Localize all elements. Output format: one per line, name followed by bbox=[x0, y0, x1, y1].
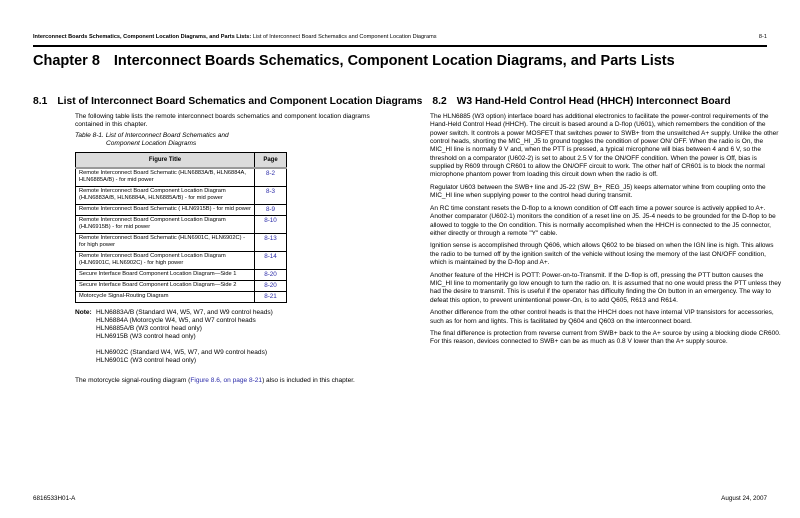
caption-line: Table 8-1. List of Interconnect Board Schematics and bbox=[75, 132, 229, 140]
table-row bbox=[76, 280, 287, 291]
figure-title-cell: Secure Interface Board Component Location Diagram—Side 1 bbox=[76, 269, 255, 280]
table-row bbox=[76, 291, 287, 302]
table-row bbox=[76, 215, 287, 233]
running-header-section: List of Interconnect Board Schematics and Component Location Diagrams bbox=[252, 34, 437, 40]
figures-table bbox=[75, 152, 287, 303]
note bbox=[75, 309, 405, 366]
section-8-2-body bbox=[430, 113, 782, 351]
text: The motorcycle signal-routing diagram ( bbox=[75, 377, 191, 385]
section-8-1-heading bbox=[33, 96, 422, 107]
document-date: August 24, 2007 bbox=[721, 495, 767, 502]
section-8-1-body bbox=[75, 113, 405, 386]
section-number: 8.2 bbox=[432, 96, 447, 107]
running-header-chapter: Interconnect Boards Schematics, Component Location Diagrams, and Parts Lists: bbox=[33, 34, 252, 40]
note-item: HLN6884A (Motorcycle W4, W5, and W7 control heads bbox=[96, 316, 256, 324]
body-paragraph: Regulator U603 between the SWB+ line and J5-22 (SW_B+_REG_J5) keeps alternator whine from coupling onto the MIC_HI line when supplying power to the control head during transmit. bbox=[430, 183, 766, 200]
page-link[interactable]: 8-10 bbox=[255, 215, 287, 233]
body-paragraph: Ignition sense is accomplished through Q606, which allows Q602 to be biased on when the IGN line is high. This allows the radio to be turned off by the ignition switch of the vehicle without losing the memory of the last ON/OFF condition, which is maintained by the D-flop and A+. bbox=[430, 242, 774, 267]
header-rule bbox=[33, 45, 767, 47]
table-row bbox=[76, 251, 287, 269]
intro-paragraph: The following table lists the remote interconnect boards schematics and component location diagrams contained in this chapter. bbox=[75, 113, 370, 129]
figure-title-cell: Remote Interconnect Board Schematic ( HLN6915B) - for mid power bbox=[76, 204, 255, 215]
note-item: HLN6901C (W3 control head only) bbox=[96, 357, 197, 365]
chapter-name: Interconnect Boards Schematics, Component Location Diagrams, and Parts Lists bbox=[113, 53, 675, 69]
table-caption bbox=[75, 132, 405, 148]
page-number: 8-1 bbox=[758, 34, 767, 40]
note-item: HLN6915B (W3 control head only) bbox=[96, 333, 196, 341]
section-8-2-heading bbox=[432, 96, 730, 107]
body-paragraph: An RC time constant resets the D-flop to a known condition of Off each time a power source is actively applied to A+. Another comparator (U602-1) monitors the condition of a reset line on J5. J5-4 needs to be grounded for the D-flop to be allowed to toggle to the On condition. This is normally accomplished when the HHCH is connected to the J5 connector, either directly or through a remote "Y" cable. bbox=[430, 204, 776, 237]
page-link[interactable]: 8-14 bbox=[255, 251, 287, 269]
section-title: List of Interconnect Board Schematics and Component Location Diagrams bbox=[57, 96, 423, 107]
section-headings bbox=[33, 96, 731, 107]
spacer bbox=[96, 341, 405, 349]
page-link[interactable]: 8-20 bbox=[255, 269, 287, 280]
running-header bbox=[33, 34, 437, 40]
text: ) also is included in this chapter. bbox=[262, 377, 355, 385]
page-link[interactable]: 8-21 bbox=[255, 291, 287, 302]
body-paragraph: Another difference from the other control heads is that the HHCH does not have internal VIP transistors for accessories, such as for horn and lights. This is facilitated by Q604 and Q603 on the interconnect board. bbox=[430, 309, 774, 325]
page-link[interactable]: 8-9 bbox=[255, 204, 287, 215]
figure-title-cell: Remote Interconnect Board Component Location Diagram (HLN6883A/B, HLN6884A, HLN6885A/B) - for mid power bbox=[76, 186, 255, 204]
chapter-number: Chapter 8 bbox=[33, 53, 100, 69]
page-link[interactable]: 8-2 bbox=[255, 168, 287, 187]
table-row bbox=[76, 168, 287, 187]
column-header-figure-title: Figure Title bbox=[76, 153, 255, 168]
figure-title-cell: Remote Interconnect Board Schematic (HLN6883A/B, HLN6884A, HLN6885A/B) - for mid power bbox=[76, 168, 255, 187]
note-item: HLN6883A/B (Standard W4, W5, W7, and W9 control heads) bbox=[96, 308, 273, 316]
section-number: 8.1 bbox=[33, 96, 48, 107]
table-row bbox=[76, 186, 287, 204]
body-paragraph: The final difference is protection from reverse current from SWB+ back to the A+ source by using a blocking diode CR600. For this reason, devices connected to SWB+ can be as much as 0.8 V lower than the A+ supply source. bbox=[430, 330, 781, 346]
table-row bbox=[76, 233, 287, 251]
page-link[interactable]: 8-20 bbox=[255, 280, 287, 291]
figure-link[interactable]: Figure 8.6, on page 8-21 bbox=[190, 377, 263, 385]
figure-title-cell: Secure Interface Board Component Location Diagram—Side 2 bbox=[76, 280, 255, 291]
figure-title-cell: Remote Interconnect Board Component Location Diagram (HLN6901C, HLN6902C) - for high power bbox=[76, 251, 255, 269]
column-header-page: Page bbox=[255, 153, 287, 168]
caption-line: Component Location Diagrams bbox=[106, 140, 197, 148]
note-label: Note: bbox=[75, 308, 92, 316]
table-row bbox=[76, 204, 287, 215]
page-link[interactable]: 8-13 bbox=[255, 233, 287, 251]
note-item: HLN6885A/B (W3 control head only) bbox=[96, 325, 202, 333]
figure-title-cell: Remote Interconnect Board Schematic (HLN6901C, HLN6902C) - for high power bbox=[76, 233, 255, 251]
page-link[interactable]: 8-3 bbox=[255, 186, 287, 204]
note-item: HLN6902C (Standard W4, W5, W7, and W9 control heads) bbox=[96, 349, 268, 357]
table-row bbox=[76, 269, 287, 280]
section-title: W3 Hand-Held Control Head (HHCH) Interconnect Board bbox=[456, 96, 731, 107]
figure-title-cell: Remote Interconnect Board Component Location Diagram (HLN6915B) - for mid power bbox=[76, 215, 255, 233]
document-number: 6816533H01-A bbox=[33, 495, 76, 502]
motorcycle-paragraph bbox=[75, 377, 405, 385]
chapter-title bbox=[33, 53, 675, 69]
body-paragraph: The HLN6885 (W3 option) interface board has additional electronics to facilitate the power-control requirements of the Hand-Held Control Head (HHCH). The circuit is based around a D-flop (U601), which remembers the condition of the power switch. It controls a power MOSFET that switches power to SWB+ from the unswitched A+ supply. Unlike the other control heads, shorting the MIC_HI_J5 to ground toggles the condition of power ON/ OFF. When the radio is On, the MIC_HI line is normally 9 V and, when the PTT is pressed, a typical microphone will bias between 4 and 6 V, so the threshold on a comparator (U602-2) is set to about 2.5 V for the ON/OFF condition. When the power is Off, bias is supplied by R609 through CR601 to allow the ON/OFF circuit to work. The other half of CR601 is to block the normal microphone phantom power from loading this circuit down when the radio is off. bbox=[430, 113, 779, 179]
body-paragraph: Another feature of the HHCH is POTT: Power-on-to-Transmit. If the D-flop is off, pressing the PTT button causes the MIC_HI line to momentarily go low enough to turn the radio on. It is assumed that no one would press the PTT unless they had the desire to transmit. This is useful if the operator has difficulty finding the On button in an emergency. The way to defeat this option, to prevent unintentional power-On, is to add Q605, R613 and R614. bbox=[430, 271, 782, 304]
figure-title-cell: Motorcycle Signal-Routing Diagram bbox=[76, 291, 255, 302]
